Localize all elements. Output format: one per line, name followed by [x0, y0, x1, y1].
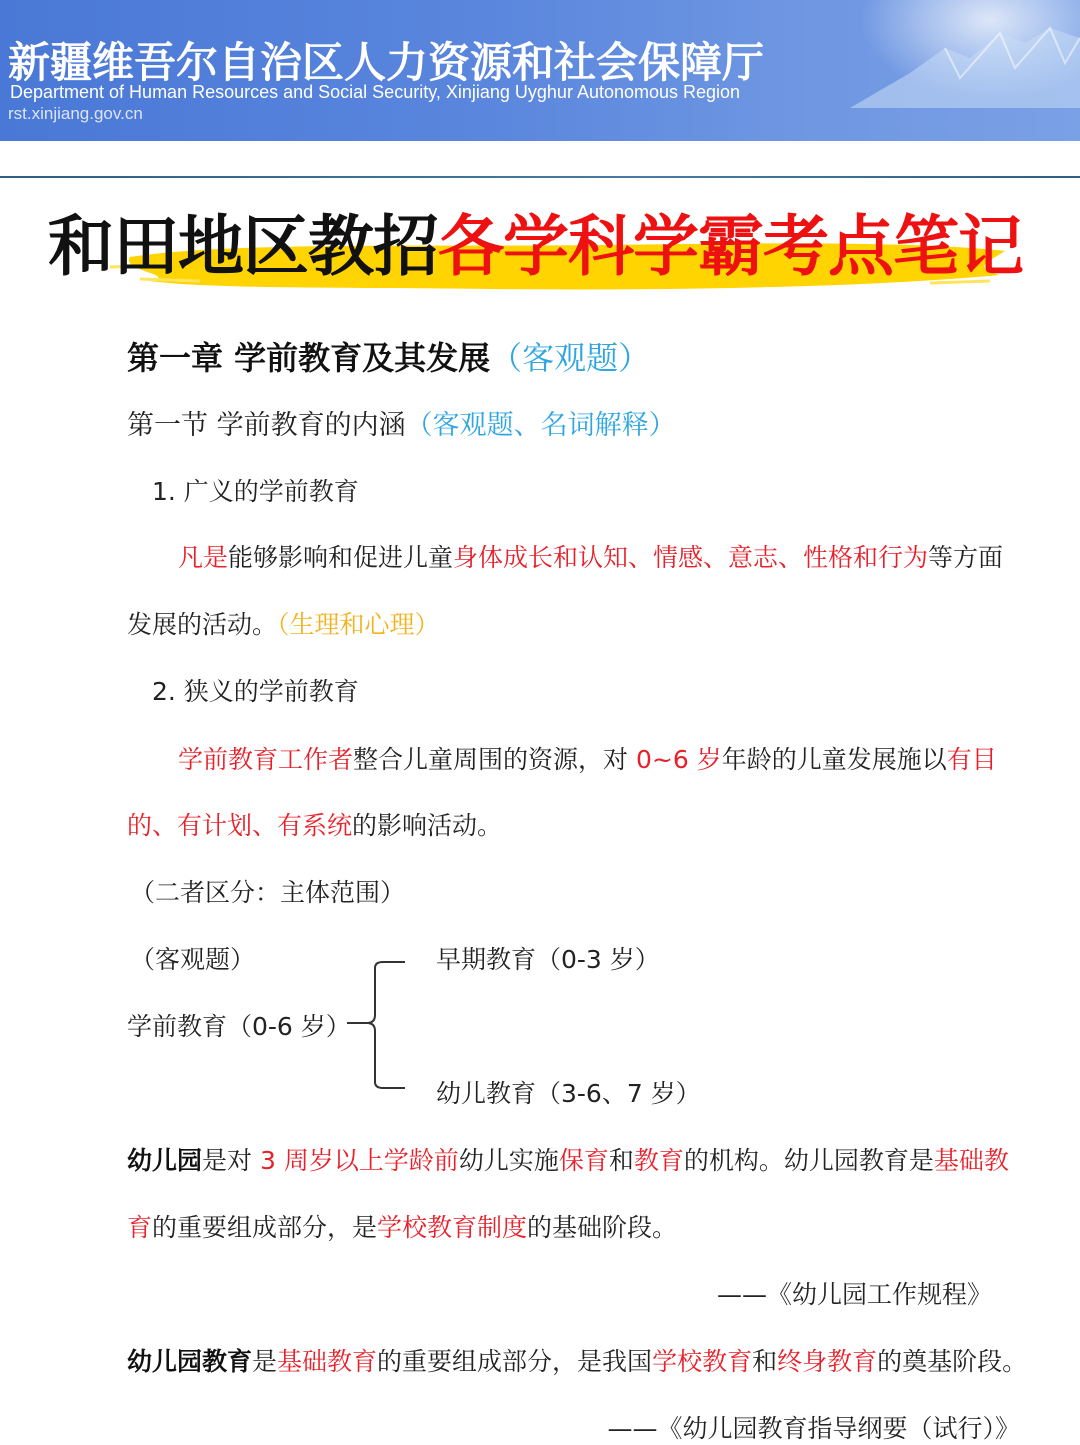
text-run: 幼儿园 [127, 1146, 203, 1175]
banner-url: rst.xinjiang.gov.cn [8, 104, 143, 123]
text-run: 凡是 [178, 543, 229, 572]
item2-heading: 2. 狭义的学前教育 [152, 677, 359, 706]
text-run: 终身教育 [777, 1347, 878, 1376]
text-run: 学前教育工作者 [178, 745, 354, 774]
text-run: 保育 [558, 1146, 609, 1175]
text-run: 教育 [633, 1146, 684, 1175]
title-part2: 各学科学霸考点笔记 [438, 207, 1023, 285]
header-banner [0, 0, 1080, 141]
text-run: 基础教 [933, 1146, 1009, 1175]
section-tag: （客观题、名词解释） [405, 410, 676, 441]
text-run: 的机构。幼儿园教育是 [683, 1146, 934, 1175]
section-heading [127, 403, 676, 442]
text-run: 的、有计划、有系统 [127, 811, 353, 840]
text-run: 基础教育 [277, 1347, 378, 1376]
mountain-icon [850, 18, 1080, 108]
text-run: 等方面 [928, 543, 1004, 572]
quote1-line2 [127, 1208, 677, 1244]
chapter-heading [127, 333, 650, 379]
diagram-tag: （客观题） [130, 945, 256, 974]
banner-title-cn: 新疆维吾尔自治区人力资源和社会保障厅 [8, 38, 765, 87]
text-run: 学校教育 [652, 1347, 753, 1376]
item1-line2 [127, 605, 440, 641]
diagram-root: 学前教育（0-6 岁） [127, 1012, 351, 1041]
text-run: 3 周岁以上学龄前 [259, 1146, 459, 1175]
text-run: 和 [608, 1146, 634, 1175]
text-run: 的基础阶段。 [527, 1213, 678, 1242]
text-run: 是 [252, 1347, 278, 1376]
text-run: 育 [127, 1213, 153, 1242]
item1-heading: 1. 广义的学前教育 [152, 477, 359, 506]
text-run: 年龄的儿童发展施以 [721, 745, 947, 774]
quote1-line1 [127, 1141, 1009, 1177]
text-run: 和 [752, 1347, 778, 1376]
text-run: 有目 [946, 745, 997, 774]
text-run: 的重要组成部分，是 [152, 1213, 378, 1242]
text-run: （生理和心理） [277, 610, 440, 639]
item2-line1 [178, 740, 997, 776]
diagram-branch-top: 早期教育（0-3 岁） [436, 945, 660, 974]
quote2-source: ——《幼儿园教育指导纲要（试行）》 [607, 1414, 1020, 1443]
text-run: 整合儿童周围的资源，对 [353, 745, 636, 774]
text-run: 的影响活动。 [352, 811, 503, 840]
text-run: 发展的活动。 [127, 610, 278, 639]
text-run: 是对 [202, 1146, 260, 1175]
item2-note: （二者区分：主体范围） [130, 878, 406, 907]
quote1-source: ——《幼儿园工作规程》 [716, 1280, 992, 1309]
chapter-tag: （客观题） [490, 339, 651, 377]
text-run: 幼儿实施 [458, 1146, 559, 1175]
section-title: 第一节 学前教育的内涵 [127, 410, 406, 441]
item2-line2 [127, 806, 502, 842]
headline [0, 185, 1080, 295]
text-run: 幼儿园教育 [127, 1347, 253, 1376]
title-part1: 和田地区教招 [48, 207, 438, 285]
divider-line [0, 176, 1080, 178]
brace-connector [345, 960, 415, 1090]
item1-line1 [178, 538, 1003, 574]
diagram-branch-bottom: 幼儿教育（3-6、7 岁） [436, 1079, 701, 1108]
text-run: 能够影响和促进儿童 [228, 543, 454, 572]
text-run: 的奠基阶段。 [877, 1347, 1028, 1376]
text-run: 0~6 岁 [635, 745, 722, 774]
text-run: 的重要组成部分，是我国 [377, 1347, 653, 1376]
text-run: 学校教育制度 [377, 1213, 528, 1242]
quote2-line1 [127, 1342, 1027, 1378]
page-title [48, 193, 1023, 288]
text-run: 身体成长和认知、情感、意志、性格和行为 [453, 543, 929, 572]
chapter-title: 第一章 学前教育及其发展 [127, 339, 491, 377]
banner-title-en: Department of Human Resources and Social Security, Xinjiang Uyghur Autonomous Region [10, 82, 741, 102]
